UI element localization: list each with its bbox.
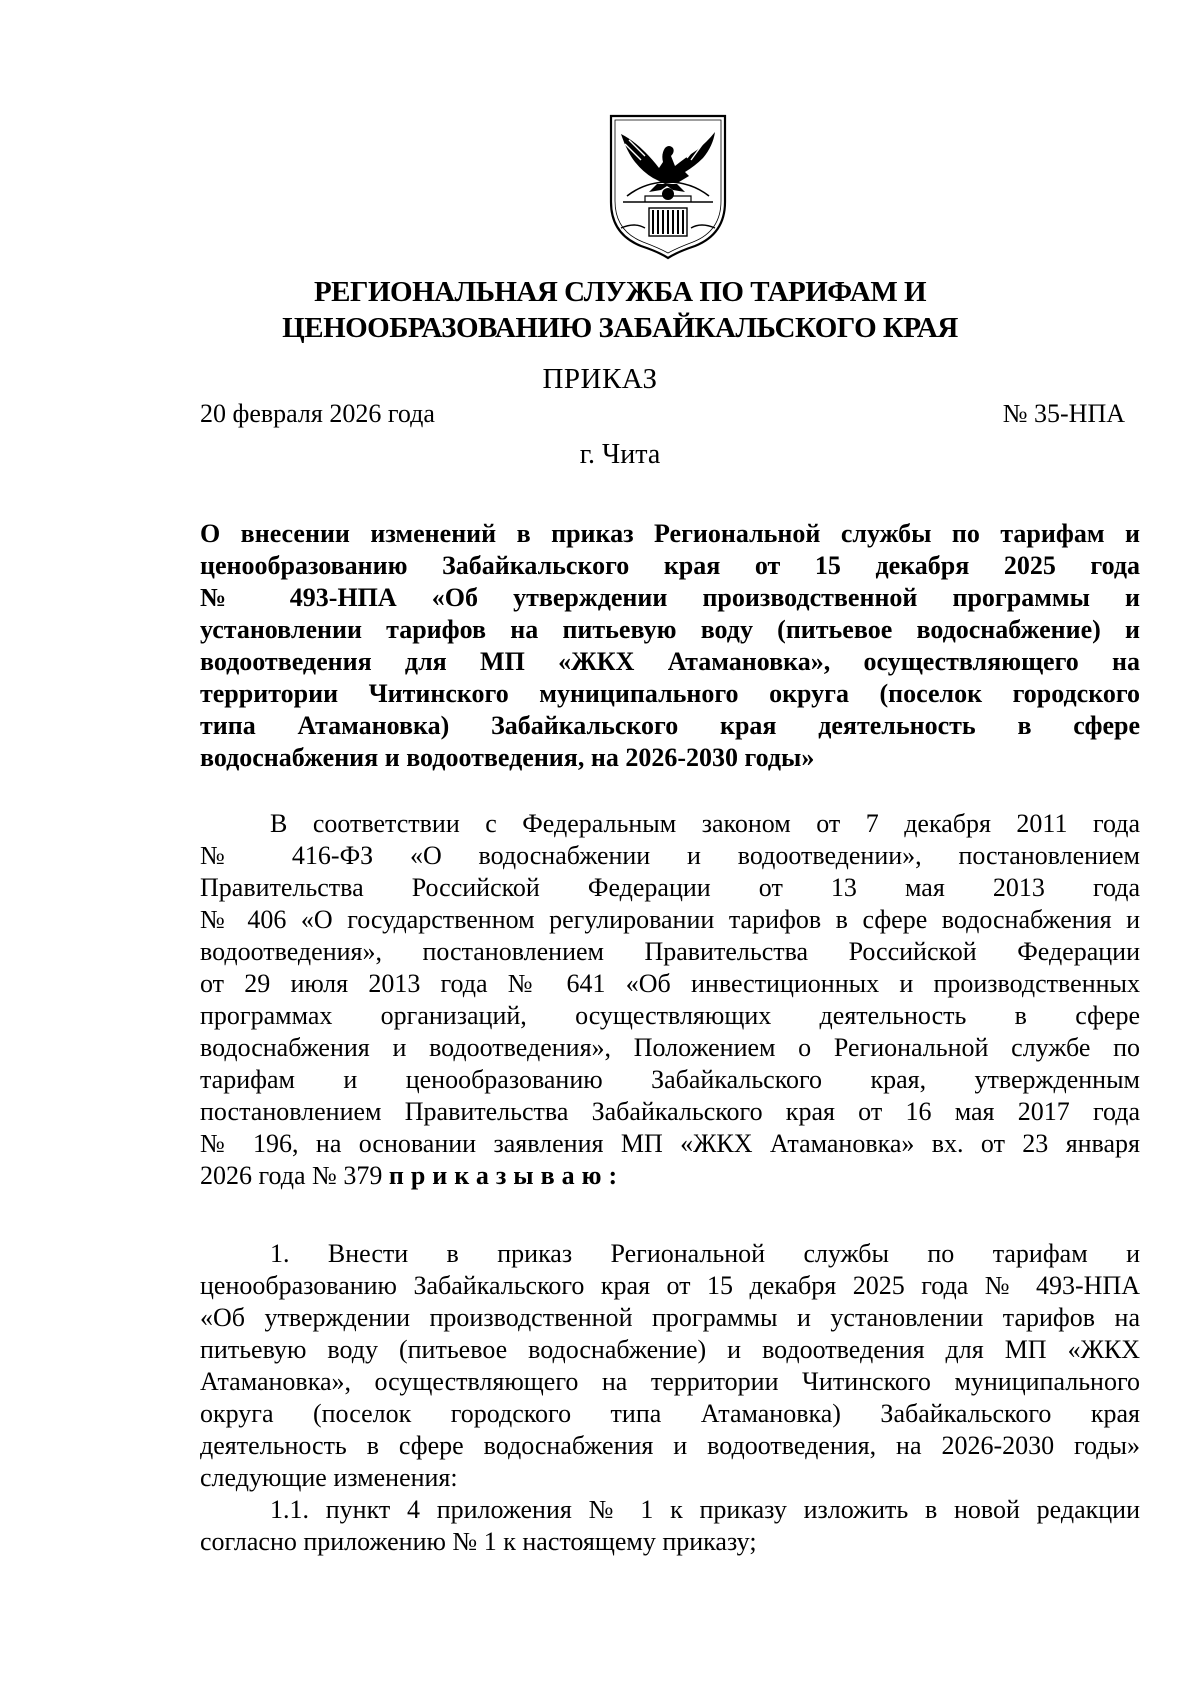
preamble-line: № 406 «О государственном регулировании тарифов в сфере водоснабжения и <box>200 905 1140 934</box>
document-title <box>200 518 1140 774</box>
preamble-paragraph <box>200 808 1140 1192</box>
preamble-line: водоснабжения и водоотведения», Положением о Региональной службе по <box>200 1033 1140 1062</box>
item-1-line: 1. Внести в приказ Региональной службы по тарифам и <box>270 1239 1140 1268</box>
title-line: территории Читинского муниципального округа (поселок городского <box>200 679 1140 708</box>
preamble-tail: 2026 года № 379 <box>200 1161 383 1190</box>
item-1-line: питьевую воду (питьевое водоснабжение) и водоотведения для МП «ЖКХ <box>200 1335 1140 1364</box>
preamble-line: № 416-ФЗ «О водоснабжении и водоотведении», постановлением <box>200 841 1140 870</box>
preamble-line: программах организаций, осуществляющих деятельность в сфере <box>200 1001 1140 1030</box>
preamble-line: от 29 июля 2013 года № 641 «Об инвестиционных и производственных <box>200 969 1140 998</box>
item-1-line: ценообразованию Забайкальского края от 15 декабря 2025 года № 493-НПА <box>200 1271 1140 1300</box>
document-number: № 35-НПА <box>1002 399 1125 428</box>
preamble-line: Правительства Российской Федерации от 13 мая 2013 года <box>200 873 1140 902</box>
item-1-1-paragraph <box>200 1494 1140 1558</box>
title-line: водоотведения для МП «ЖКХ Атамановка», осуществляющего на <box>200 647 1140 676</box>
item-1-1-line: 1.1. пункт 4 приложения № 1 к приказу изложить в новой редакции <box>270 1495 1140 1524</box>
document-city: г. Чита <box>579 439 661 470</box>
item-1-line: следующие изменения: <box>200 1463 458 1492</box>
item-1-line: «Об утверждении производственной программы и установлении тарифов на <box>200 1303 1140 1332</box>
item-1-line: округа (поселок городского типа Атамановка) Забайкальского края <box>200 1399 1140 1428</box>
coat-of-arms-emblem <box>605 110 731 260</box>
order-word: приказываю: <box>388 1161 625 1190</box>
item-1-line: Атамановка», осуществляющего на территории Читинского муниципального <box>200 1367 1140 1396</box>
title-line: водоснабжения и водоотведения, на 2026-2030 годы» <box>200 743 815 772</box>
title-line: установлении тарифов на питьевую воду (питьевое водоснабжение) и <box>200 615 1140 644</box>
preamble-line: В соответствии с Федеральным законом от 7 декабря 2011 года <box>270 809 1140 838</box>
preamble-line: постановлением Правительства Забайкальского края от 16 мая 2017 года <box>200 1097 1140 1126</box>
document-type: ПРИКАЗ <box>542 363 658 395</box>
title-line: О внесении изменений в приказ Региональной службы по тарифам и <box>200 519 1140 548</box>
preamble-line: тарифам и ценообразованию Забайкальского края, утвержденным <box>200 1065 1140 1094</box>
agency-name-line-1: РЕГИОНАЛЬНАЯ СЛУЖБА ПО ТАРИФАМ И <box>313 276 927 308</box>
preamble-last-line <box>200 1160 1140 1192</box>
item-1-1-line: согласно приложению № 1 к настоящему приказу; <box>200 1527 757 1556</box>
document-date: 20 февраля 2026 года <box>200 399 435 428</box>
title-line: № 493-НПА «Об утверждении производственной программы и <box>200 583 1140 612</box>
agency-name-line-2: ЦЕНООБРАЗОВАНИЮ ЗАБАЙКАЛЬСКОГО КРАЯ <box>282 312 958 344</box>
item-1-line: деятельность в сфере водоснабжения и водоотведения, на 2026-2030 годы» <box>200 1431 1140 1460</box>
title-line: типа Атамановка) Забайкальского края деятельность в сфере <box>200 711 1140 740</box>
item-1-paragraph <box>200 1238 1140 1494</box>
preamble-line: № 196, на основании заявления МП «ЖКХ Атамановка» вх. от 23 января <box>200 1129 1140 1158</box>
title-line: ценообразованию Забайкальского края от 15 декабря 2025 года <box>200 551 1140 580</box>
preamble-line: водоотведения», постановлением Правительства Российской Федерации <box>200 937 1140 966</box>
